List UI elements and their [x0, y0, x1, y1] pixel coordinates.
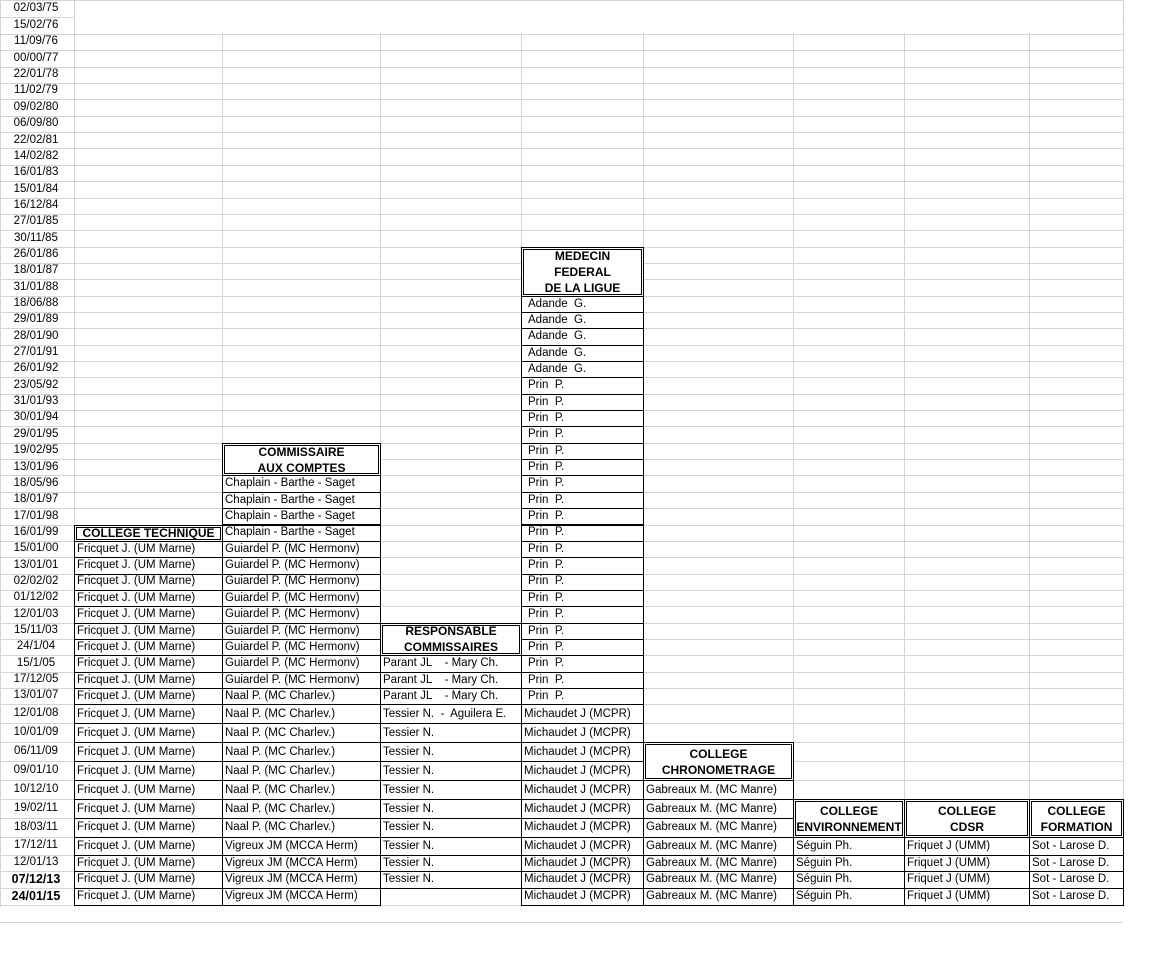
cell-college-technique: Fricquet J. (UM Marne) — [74, 837, 223, 856]
row-date: 17/12/11 — [14, 839, 58, 852]
cell-medecin-federal: Prin P. — [521, 492, 644, 509]
cell-medecin-federal: Prin P. — [521, 606, 644, 623]
header-line: DE LA LIGUE — [544, 280, 621, 295]
grid-line — [0, 67, 1123, 68]
cell-commissaire-comptes: Naal P. (MC Charlev.) — [222, 780, 381, 800]
cell-medecin-federal: Prin P. — [521, 541, 644, 558]
row-date: 06/09/80 — [13, 117, 59, 130]
cell-college-formation: Sot - Larose D. — [1029, 871, 1124, 889]
row-date: 29/01/95 — [13, 427, 59, 440]
cell-commissaire-comptes: Naal P. (MC Charlev.) — [222, 818, 381, 838]
cell-commissaire-comptes: Naal P. (MC Charlev.) — [222, 742, 381, 762]
row-date: 28/01/90 — [13, 329, 59, 342]
cell-medecin-federal: Prin P. — [521, 655, 644, 672]
cell-commissaire-comptes: Vigreux JM (MCCA Herm) — [222, 871, 381, 889]
cell-college-technique: Fricquet J. (UM Marne) — [74, 888, 223, 906]
cell-commissaire-comptes: Naal P. (MC Charlev.) — [222, 688, 381, 705]
row-date: 11/02/79 — [14, 84, 58, 97]
cell-commissaire-comptes: Guiardel P. (MC Hermonv) — [222, 672, 381, 689]
cell-commissaire-comptes: Naal P. (MC Charlev.) — [222, 799, 381, 819]
header-line: COMMISSAIRES — [403, 640, 498, 655]
header-line: COLLEGE — [937, 803, 996, 818]
cell-responsable-commissaires: Tessier N. — [380, 761, 522, 781]
header-responsable-commissaires — [380, 623, 522, 657]
cell-medecin-federal: Michaudet J (MCPR) — [521, 780, 644, 800]
cell-college-chronometrage: Gabreaux M. (MC Manre) — [643, 780, 794, 800]
header-line: FORMATION — [1040, 819, 1113, 834]
cell-responsable-commissaires: Tessier N. — [380, 742, 522, 762]
cell-medecin-federal: Michaudet J (MCPR) — [521, 888, 644, 906]
cell-responsable-commissaires: Tessier N. — [380, 818, 522, 838]
cell-commissaire-comptes: Naal P. (MC Charlev.) — [222, 723, 381, 743]
row-date: 18/01/87 — [13, 264, 59, 277]
row-date: 00/00/77 — [13, 51, 59, 64]
header-college-technique — [74, 525, 223, 542]
row-date: 15/01/84 — [13, 182, 59, 195]
cell-commissaire-comptes: Vigreux JM (MCCA Herm) — [222, 855, 381, 873]
cell-college-technique: Fricquet J. (UM Marne) — [74, 704, 223, 724]
cell-medecin-federal: Prin P. — [521, 590, 644, 607]
header-line: CDSR — [949, 819, 984, 834]
row-date: 12/01/08 — [13, 707, 59, 720]
cell-college-cdsr: Friquet J (UMM) — [904, 871, 1030, 889]
grid-line — [0, 230, 1123, 231]
cell-responsable-commissaires: Tessier N. - Aguilera E. — [380, 704, 522, 724]
cell-commissaire-comptes: Guiardel P. (MC Hermonv) — [222, 639, 381, 656]
cell-medecin-federal: Adande G. — [521, 361, 644, 378]
cell-medecin-federal: Michaudet J (MCPR) — [521, 723, 644, 743]
grid-line — [0, 148, 1123, 149]
row-date: 16/12/84 — [13, 198, 59, 211]
cell-medecin-federal: Adande G. — [521, 312, 644, 329]
cell-college-technique: Fricquet J. (UM Marne) — [74, 623, 223, 640]
cell-commissaire-comptes: Guiardel P. (MC Hermonv) — [222, 623, 381, 640]
row-date: 24/1/04 — [16, 640, 56, 653]
row-date: 27/01/91 — [13, 346, 59, 359]
row-date: 30/11/85 — [14, 231, 58, 244]
row-date: 02/03/75 — [13, 1, 59, 14]
grid-line — [0, 922, 1123, 923]
cell-commissaire-comptes: Guiardel P. (MC Hermonv) — [222, 541, 381, 558]
row-date: 13/01/01 — [13, 558, 59, 571]
cell-college-technique: Fricquet J. (UM Marne) — [74, 655, 223, 672]
cell-responsable-commissaires: Tessier N. — [380, 780, 522, 800]
grid-line — [0, 165, 1123, 166]
header-college-chronometrage — [643, 742, 794, 781]
row-date: 26/01/86 — [13, 247, 59, 260]
cell-medecin-federal: Prin P. — [521, 639, 644, 656]
cell-responsable-commissaires: Parant JL - Mary Ch. — [380, 688, 522, 705]
cell-medecin-federal: Michaudet J (MCPR) — [521, 818, 644, 838]
cell-college-environnement: Séguin Ph. — [793, 888, 905, 906]
row-date: 18/05/96 — [13, 476, 59, 489]
cell-college-technique: Fricquet J. (UM Marne) — [74, 688, 223, 705]
cell-commissaire-comptes: Guiardel P. (MC Hermonv) — [222, 557, 381, 574]
row-date: 12/01/13 — [13, 856, 59, 869]
grid-line — [0, 34, 1123, 35]
cell-commissaire-comptes: Guiardel P. (MC Hermonv) — [222, 655, 381, 672]
header-line: AUX COMPTES — [257, 460, 346, 475]
cell-college-technique: Fricquet J. (UM Marne) — [74, 761, 223, 781]
row-date: 15/1/05 — [16, 656, 56, 669]
cell-college-technique: Fricquet J. (UM Marne) — [74, 672, 223, 689]
row-date: 10/01/09 — [13, 726, 59, 739]
row-date: 17/12/05 — [13, 673, 59, 686]
row-date: 18/06/88 — [13, 297, 59, 310]
header-college-cdsr — [904, 799, 1030, 838]
row-date: 16/01/99 — [13, 525, 59, 538]
cell-responsable-commissaires: Tessier N. — [380, 799, 522, 819]
grid-line — [0, 198, 1123, 199]
cell-college-technique: Fricquet J. (UM Marne) — [74, 818, 223, 838]
row-date: 11/09/76 — [14, 35, 58, 48]
cell-medecin-federal: Michaudet J (MCPR) — [521, 855, 644, 873]
cell-commissaire-comptes: Guiardel P. (MC Hermonv) — [222, 574, 381, 591]
cell-responsable-commissaires: Parant JL - Mary Ch. — [380, 672, 522, 689]
cell-commissaire-comptes: Chaplain - Barthe - Saget — [222, 475, 381, 492]
cell-college-chronometrage: Gabreaux M. (MC Manre) — [643, 888, 794, 906]
cell-medecin-federal: Michaudet J (MCPR) — [521, 704, 644, 724]
row-date: 29/01/89 — [13, 313, 59, 326]
header-college-formation — [1029, 799, 1124, 838]
row-date: 18/03/11 — [14, 820, 58, 833]
header-commissaire-aux-comptes — [222, 443, 381, 477]
header-line: COLLEGE — [1047, 803, 1106, 818]
cell-medecin-federal: Prin P. — [521, 459, 644, 476]
cell-responsable-commissaires: Parant JL - Mary Ch. — [380, 655, 522, 672]
row-date: 30/01/94 — [13, 411, 59, 424]
cell-medecin-federal: Adande G. — [521, 328, 644, 345]
cell-college-technique: Fricquet J. (UM Marne) — [74, 590, 223, 607]
grid-line — [1029, 0, 1030, 907]
row-date: 09/02/80 — [13, 100, 59, 113]
cell-medecin-federal: Michaudet J (MCPR) — [521, 799, 644, 819]
header-line: COMMISSAIRE — [258, 444, 345, 459]
grid-line — [0, 83, 1123, 84]
row-date: 31/01/88 — [13, 280, 59, 293]
row-date: 10/12/10 — [13, 783, 59, 796]
cell-medecin-federal: Prin P. — [521, 443, 644, 460]
cell-college-chronometrage: Gabreaux M. (MC Manre) — [643, 818, 794, 838]
cell-college-technique: Fricquet J. (UM Marne) — [74, 606, 223, 623]
cell-college-technique: Fricquet J. (UM Marne) — [74, 639, 223, 656]
cell-responsable-commissaires: Tessier N. — [380, 871, 522, 889]
header-college-environnement — [793, 799, 905, 838]
cell-college-formation: Sot - Larose D. — [1029, 888, 1124, 906]
row-date: 01/12/02 — [13, 591, 59, 604]
cell-responsable-commissaires: Tessier N. — [380, 855, 522, 873]
cell-college-chronometrage: Gabreaux M. (MC Manre) — [643, 799, 794, 819]
header-line: ENVIRONNEMENT — [796, 819, 902, 834]
cell-college-technique: Fricquet J. (UM Marne) — [74, 723, 223, 743]
cell-medecin-federal: Adande G. — [521, 296, 644, 313]
header-line: RESPONSABLE — [405, 624, 497, 639]
row-date: 09/01/10 — [13, 764, 59, 777]
row-date: 27/01/85 — [13, 215, 59, 228]
cell-college-technique: Fricquet J. (UM Marne) — [74, 799, 223, 819]
cell-commissaire-comptes: Chaplain - Barthe - Saget — [222, 508, 381, 525]
row-date: 15/02/76 — [13, 18, 59, 31]
grid-line — [0, 214, 1123, 215]
cell-medecin-federal: Prin P. — [521, 377, 644, 394]
header-medecin-federal — [521, 247, 644, 297]
cell-college-technique: Fricquet J. (UM Marne) — [74, 855, 223, 873]
cell-college-technique: Fricquet J. (UM Marne) — [74, 780, 223, 800]
cell-college-technique: Fricquet J. (UM Marne) — [74, 541, 223, 558]
row-date: 02/02/02 — [13, 574, 59, 587]
cell-responsable-commissaires: Tessier N. — [380, 723, 522, 743]
header-line: FEDERAL — [554, 264, 611, 279]
row-date: 24/01/15 — [11, 889, 61, 904]
cell-college-cdsr: Friquet J (UMM) — [904, 888, 1030, 906]
header-line: MEDECIN — [554, 248, 611, 263]
row-date: 15/01/00 — [13, 542, 59, 555]
grid-line — [1123, 0, 1124, 907]
cell-college-technique: Fricquet J. (UM Marne) — [74, 557, 223, 574]
cell-medecin-federal: Adande G. — [521, 345, 644, 362]
cell-college-formation: Sot - Larose D. — [1029, 837, 1124, 856]
cell-medecin-federal: Prin P. — [521, 672, 644, 689]
row-date: 16/01/83 — [13, 166, 59, 179]
cell-medecin-federal: Prin P. — [521, 557, 644, 574]
cell-medecin-federal: Prin P. — [521, 623, 644, 640]
cell-commissaire-comptes: Chaplain - Barthe - Saget — [222, 525, 381, 542]
header-line: COLLEGE — [689, 746, 748, 761]
cell-medecin-federal: Prin P. — [521, 410, 644, 427]
row-date: 13/01/96 — [13, 460, 59, 473]
header-line: CHRONOMETRAGE — [661, 762, 776, 777]
grid-line — [0, 132, 1123, 133]
row-date: 18/01/97 — [13, 493, 59, 506]
cell-medecin-federal: Prin P. — [521, 475, 644, 492]
header-line: COLLEGE — [819, 803, 878, 818]
cell-medecin-federal: Prin P. — [521, 574, 644, 591]
row-date: 22/02/81 — [13, 133, 59, 146]
cell-medecin-federal: Michaudet J (MCPR) — [521, 761, 644, 781]
row-date: 19/02/11 — [14, 802, 58, 815]
row-date: 06/11/09 — [14, 745, 58, 758]
grid-line — [0, 50, 1123, 51]
cell-medecin-federal: Prin P. — [521, 426, 644, 443]
title-area — [75, 1, 1122, 33]
cell-college-chronometrage: Gabreaux M. (MC Manre) — [643, 837, 794, 856]
row-date: 22/01/78 — [13, 68, 59, 81]
cell-commissaire-comptes: Guiardel P. (MC Hermonv) — [222, 590, 381, 607]
cell-medecin-federal: Michaudet J (MCPR) — [521, 742, 644, 762]
row-date: 07/12/13 — [11, 872, 61, 887]
cell-commissaire-comptes: Naal P. (MC Charlev.) — [222, 761, 381, 781]
cell-college-technique: Fricquet J. (UM Marne) — [74, 871, 223, 889]
cell-college-formation: Sot - Larose D. — [1029, 855, 1124, 873]
row-date: 13/01/07 — [13, 689, 59, 702]
cell-commissaire-comptes: Guiardel P. (MC Hermonv) — [222, 606, 381, 623]
cell-college-chronometrage: Gabreaux M. (MC Manre) — [643, 855, 794, 873]
cell-medecin-federal: Michaudet J (MCPR) — [521, 871, 644, 889]
grid-line — [0, 181, 1123, 182]
cell-college-cdsr: Friquet J (UMM) — [904, 837, 1030, 856]
cell-college-cdsr: Friquet J (UMM) — [904, 855, 1030, 873]
cell-medecin-federal: Prin P. — [521, 688, 644, 705]
grid-line — [0, 99, 1123, 100]
row-date: 12/01/03 — [13, 607, 59, 620]
row-date: 14/02/82 — [13, 149, 59, 162]
row-date: 31/01/93 — [13, 395, 59, 408]
cell-medecin-federal: Prin P. — [521, 525, 644, 542]
cell-commissaire-comptes: Chaplain - Barthe - Saget — [222, 492, 381, 509]
header-line: COLLEGE TECHNIQUE — [82, 526, 215, 541]
cell-responsable-commissaires: Tessier N. — [380, 837, 522, 856]
cell-college-technique: Fricquet J. (UM Marne) — [74, 574, 223, 591]
cell-medecin-federal: Michaudet J (MCPR) — [521, 837, 644, 856]
cell-commissaire-comptes: Vigreux JM (MCCA Herm) — [222, 837, 381, 856]
cell-college-environnement: Séguin Ph. — [793, 855, 905, 873]
row-date: 15/11/03 — [14, 624, 58, 637]
row-date: 26/01/92 — [13, 362, 59, 375]
cell-commissaire-comptes: Naal P. (MC Charlev.) — [222, 704, 381, 724]
cell-college-environnement: Séguin Ph. — [793, 837, 905, 856]
grid-line — [904, 0, 905, 907]
row-date: 23/05/92 — [13, 378, 59, 391]
cell-college-technique: Fricquet J. (UM Marne) — [74, 742, 223, 762]
cell-college-environnement: Séguin Ph. — [793, 871, 905, 889]
cell-commissaire-comptes: Vigreux JM (MCCA Herm) — [222, 888, 381, 906]
grid-line — [0, 116, 1123, 117]
row-date: 17/01/98 — [13, 509, 59, 522]
cell-medecin-federal: Prin P. — [521, 508, 644, 525]
cell-college-chronometrage: Gabreaux M. (MC Manre) — [643, 871, 794, 889]
row-date: 19/02/95 — [13, 444, 59, 457]
cell-medecin-federal: Prin P. — [521, 394, 644, 411]
